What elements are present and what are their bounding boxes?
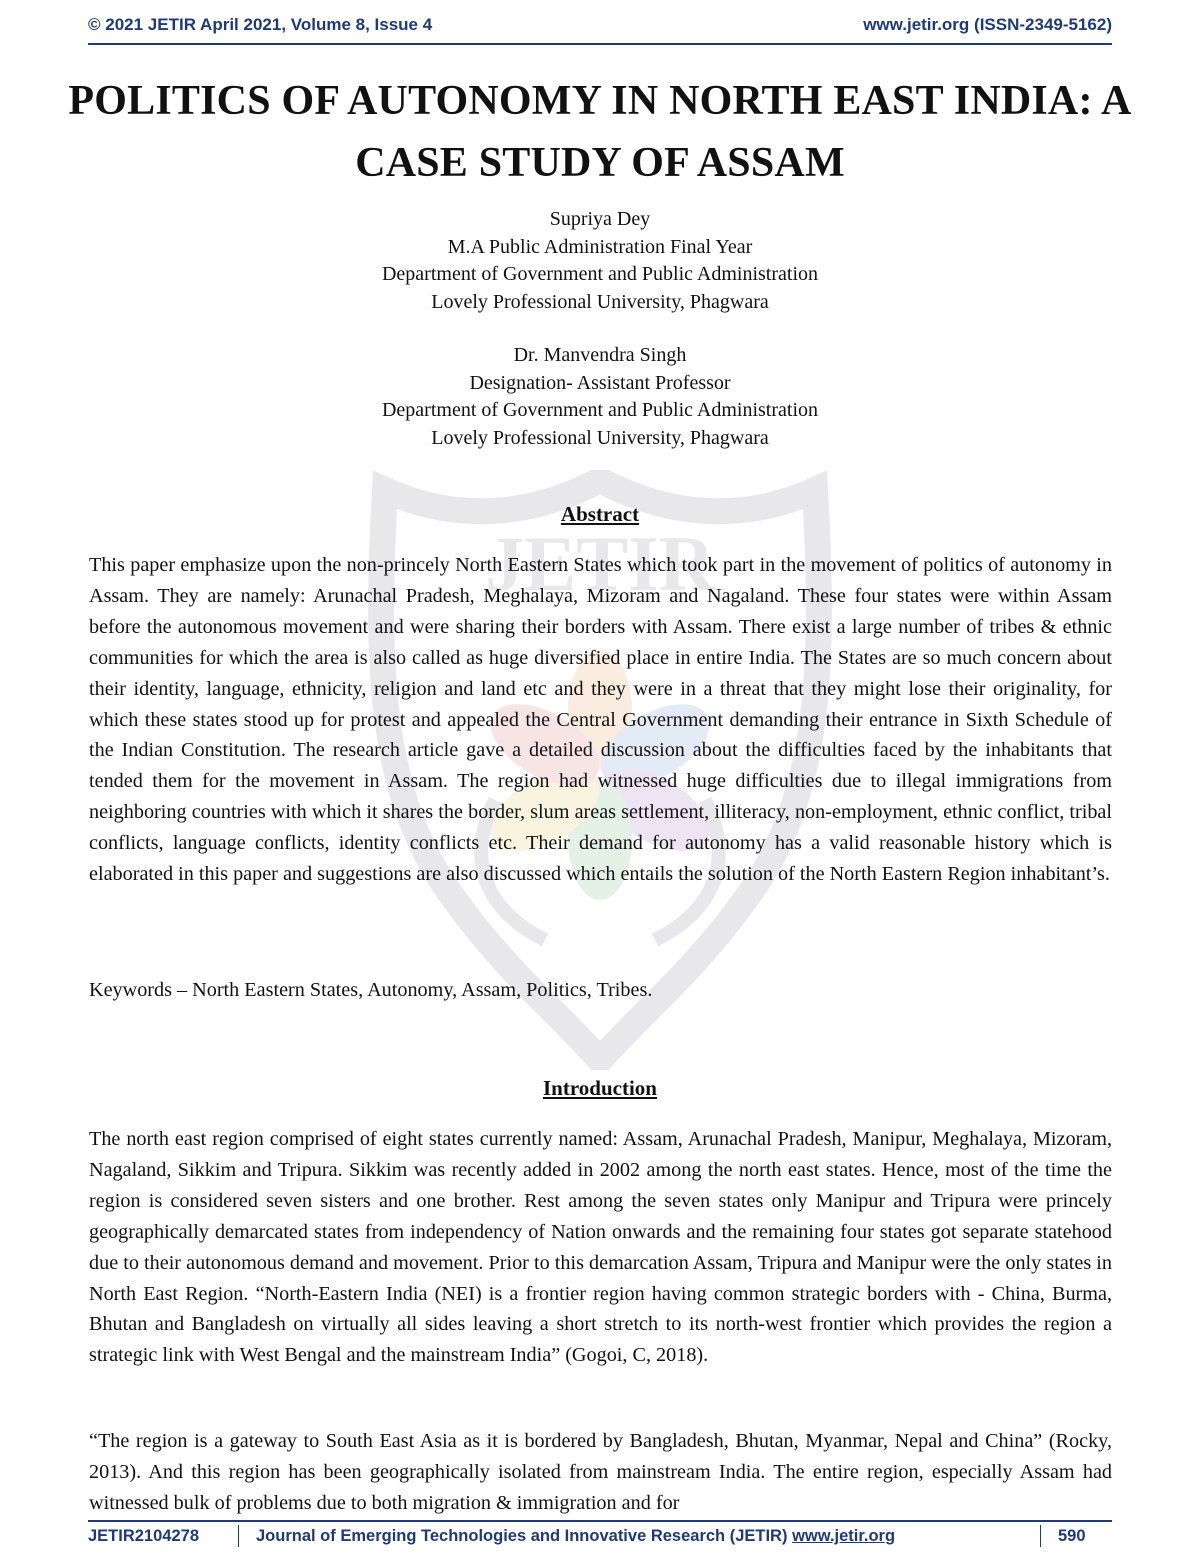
author-department: Department of Government and Public Administration bbox=[381, 399, 819, 421]
header-website-issn: www.jetir.org (ISSN-2349-5162) bbox=[863, 15, 1112, 34]
footer-journal-name: Journal of Emerging Technologies and Innovative Research (JETIR) bbox=[256, 1527, 788, 1545]
author-block-1 bbox=[100, 206, 1100, 316]
introduction-heading: Introduction bbox=[543, 1076, 657, 1100]
keywords: Keywords – North Eastern States, Autonomy, Assam, Politics, Tribes. bbox=[89, 979, 653, 1001]
footer-journal bbox=[256, 1527, 895, 1546]
abstract-heading: Abstract bbox=[560, 502, 640, 526]
footer-divider bbox=[238, 1525, 239, 1547]
introduction-paragraph-1: The north east region comprised of eight states currently named: Assam, Arunachal Pradesh, Manipur, Meghalaya, Mizoram, Nagaland, Sikkim and Tripura. Sikkim was recently added in 2002 among the north east states. Hence, most of the time the region is considered seven sisters and one brother. Rest among the seven states only Manipur and Tripura were princely geographically demarcated states from independency of Nation onwards and the remaining four states got separate statehood due to their autonomous demand and movement. Prior to this demarcation Assam, Tripura and Manipur were the only states in North East Region. “North-Eastern India (NEI) is a frontier region having common strategic borders with - China, Burma, Bhutan and Bangladesh on virtually all sides leaving a short stretch to its north-west frontier which provides the region a strategic link with West Bengal and the mainstream India” (Gogoi, C, 2018). bbox=[89, 1128, 1112, 1367]
footer-paper-code: JETIR2104278 bbox=[88, 1527, 199, 1545]
author-block-2 bbox=[100, 342, 1100, 452]
introduction-paragraph-2: “The region is a gateway to South East Asia as it is bordered by Bangladesh, Bhutan, Myanmar, Nepal and China” (Rocky, 2013). And this region has been geographically isolated from mainstream India. The entire region, especially Assam had witnessed bulk of problems due to both migration & immigration and for bbox=[89, 1430, 1112, 1514]
author-designation: M.A Public Administration Final Year bbox=[447, 235, 753, 258]
author-name: Dr. Manvendra Singh bbox=[513, 344, 687, 366]
author-name: Supriya Dey bbox=[549, 208, 651, 230]
footer-website-link[interactable]: www.jetir.org bbox=[792, 1527, 896, 1545]
footer-divider bbox=[1040, 1525, 1041, 1547]
paper-title: POLITICS OF AUTONOMY IN NORTH EAST INDIA: A CASE STUDY OF ASSAM bbox=[68, 78, 1132, 186]
running-header bbox=[88, 13, 1112, 45]
running-footer bbox=[88, 1520, 1112, 1550]
watermark-text: JETIR bbox=[485, 520, 715, 607]
abstract-text: This paper emphasize upon the non-princely North Eastern States which took part in the movement of politics of autonomy in Assam. They are namely: Arunachal Pradesh, Meghalaya, Mizoram and Nagaland. These four states were within Assam before the autonomous movement and were sharing their borders with Assam. There exist a large number of tribes & ethnic communities for which the area is also called as huge diversified place in entire India. The States are so much concern about their identity, language, ethnicity, religion and land etc and they were in a threat that they might lose their originality, for which these states stood up for protest and appealed the Central Government demanding their entrance in Sixth Schedule of the Indian Constitution. The research article gave a detailed discussion about the difficulties faced by the inhabitants that tended them for the movement in Assam. The region had witnessed huge difficulties due to illegal immigrations from neighboring countries with which it shares the border, slum areas settlement, illiteracy, non-employment, ethnic conflict, tribal conflicts, language conflicts, identity conflicts etc. Their demand for autonomy has a valid reasonable history which is elaborated in this paper and suggestions are also discussed which entails the solution of the North Eastern Region inhabitant’s. bbox=[89, 554, 1112, 886]
author-designation: Designation- Assistant Professor bbox=[469, 371, 731, 394]
author-department: Department of Government and Public Administration bbox=[381, 263, 819, 285]
page-number: 590 bbox=[1058, 1527, 1086, 1545]
author-university: Lovely Professional University, Phagwara bbox=[431, 426, 769, 449]
header-issue-info: © 2021 JETIR April 2021, Volume 8, Issue 4 bbox=[88, 15, 433, 34]
author-university: Lovely Professional University, Phagwara bbox=[431, 290, 769, 313]
